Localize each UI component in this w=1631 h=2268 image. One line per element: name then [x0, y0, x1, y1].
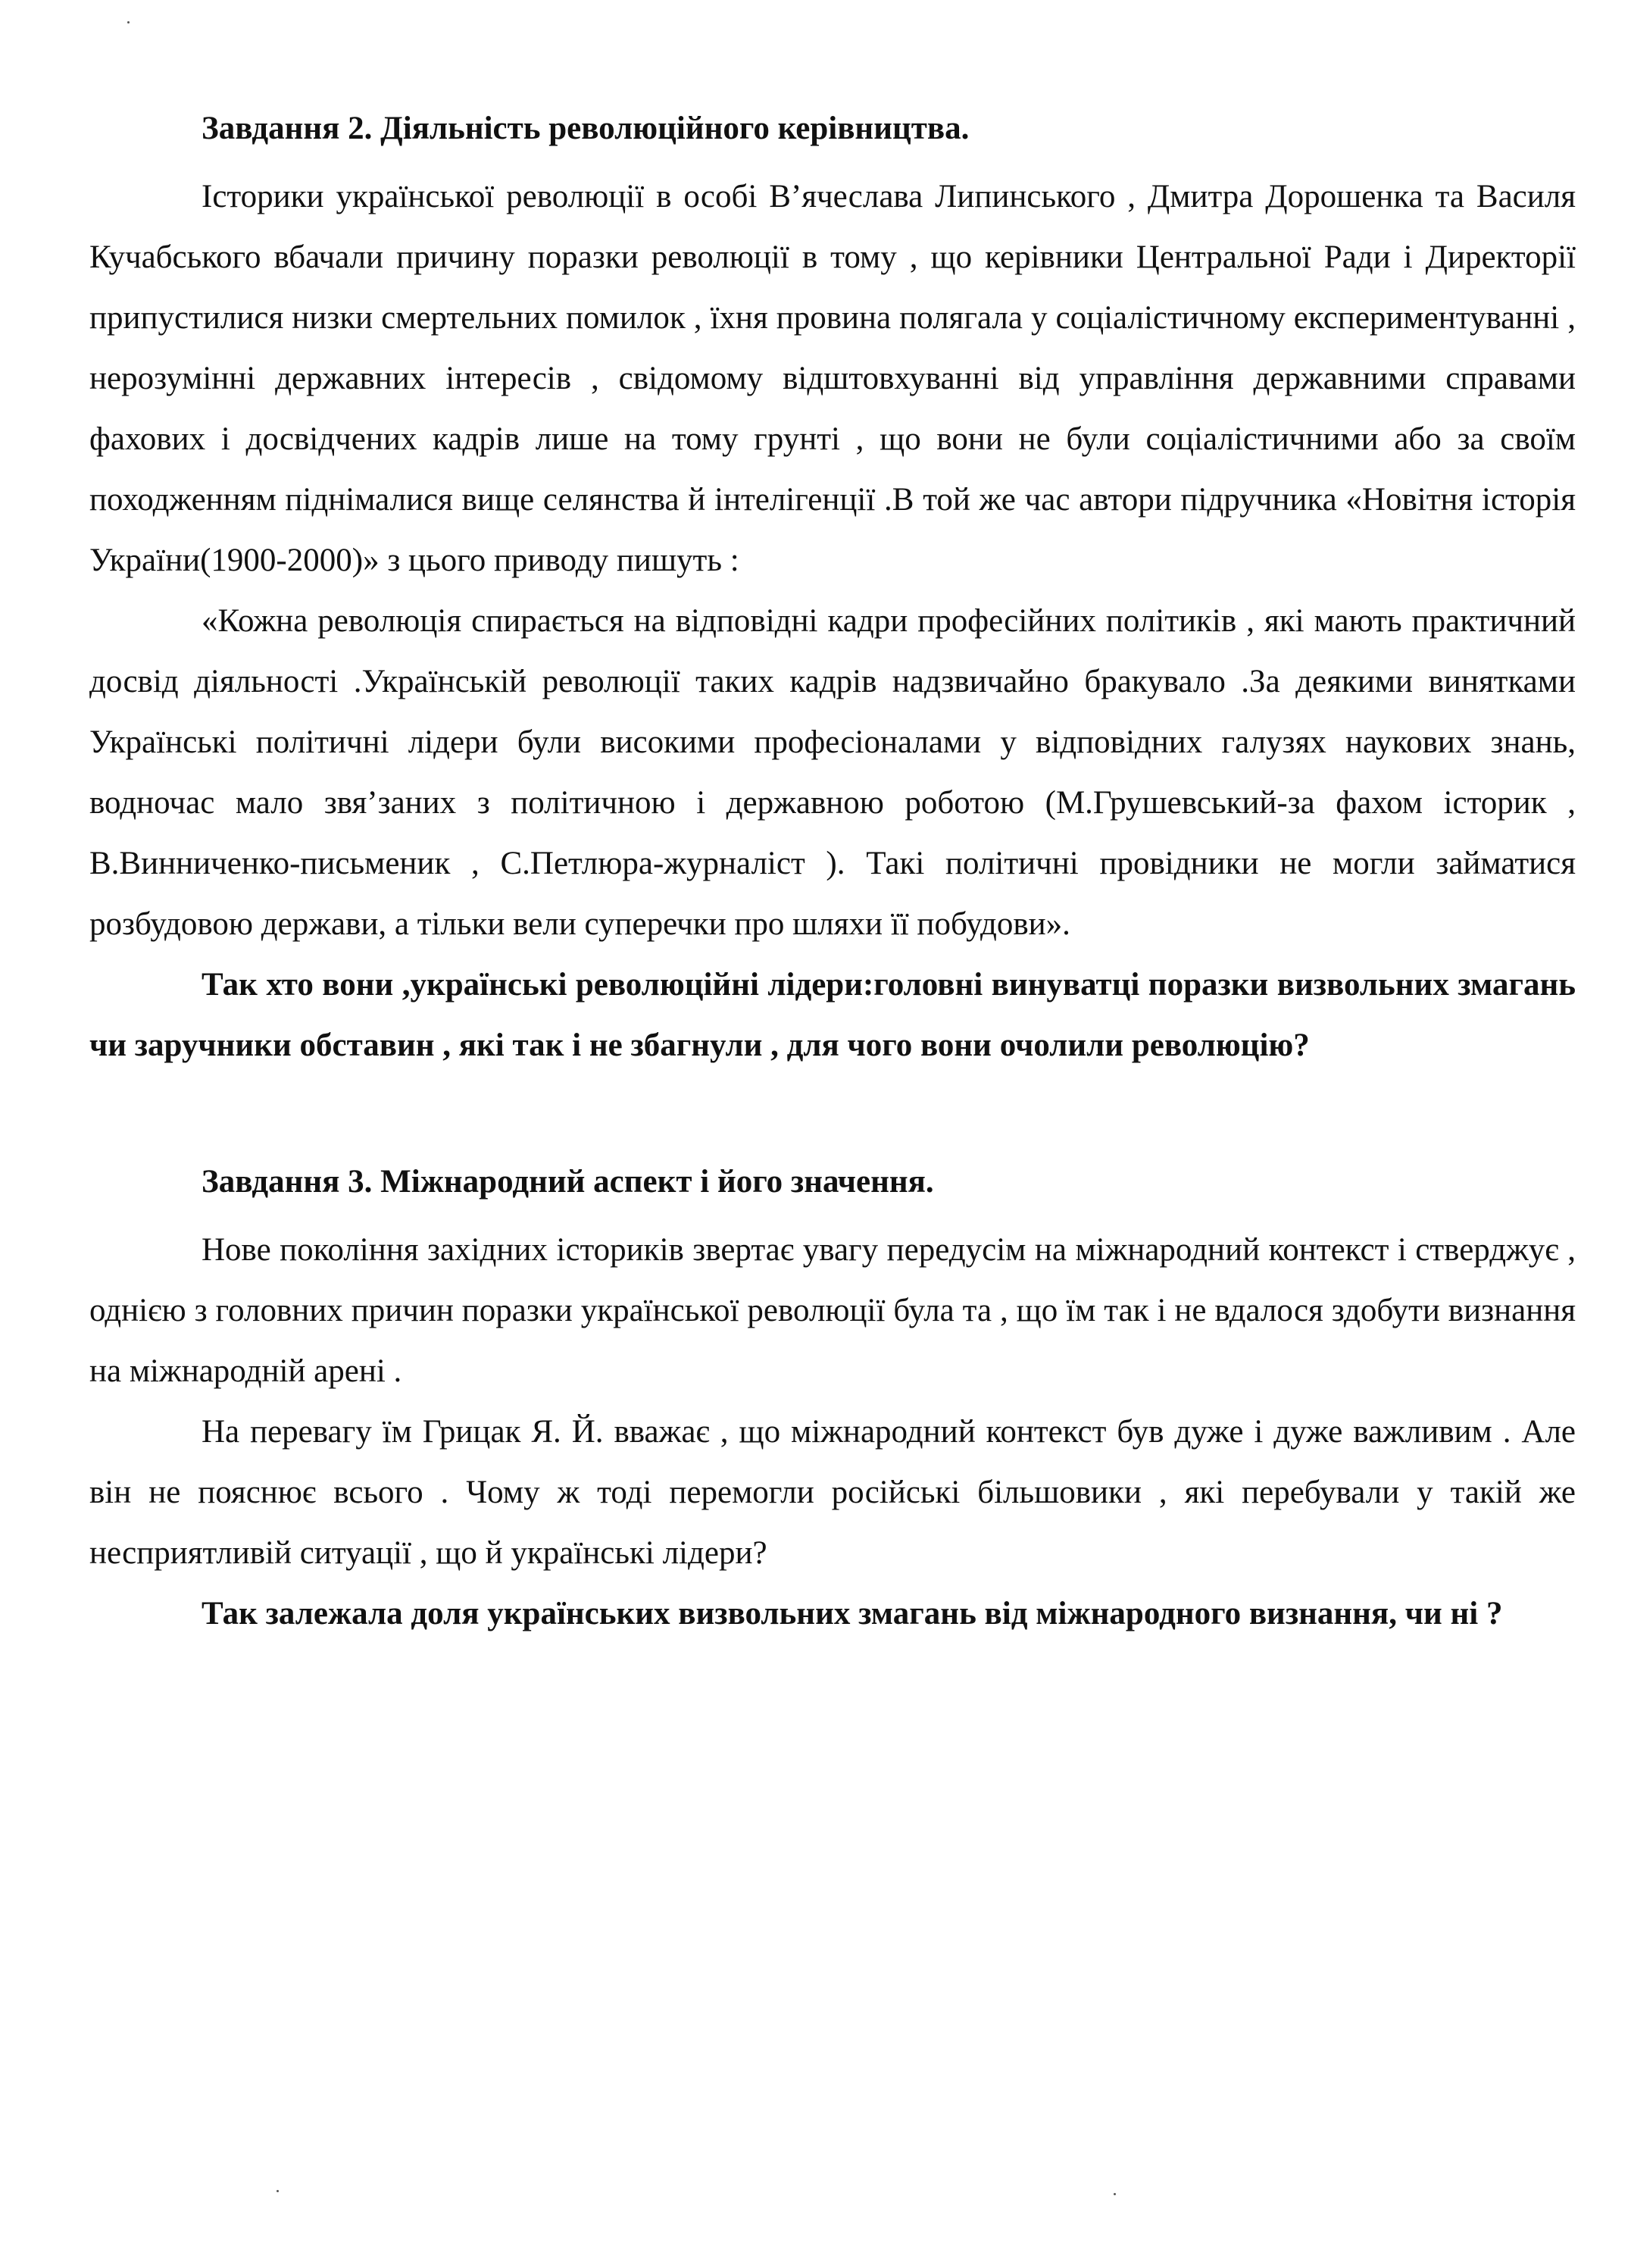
- task-2-paragraph-1: Історики української революції в особі В’ячеслава Липинського , Дмитра Дорошенка та Василя Кучабського вбачали причину поразки революції в тому , що керівники Центральної Ради і Директорії припустилися низки смертельних помилок , їхня провина полягала у соціалістичному експериментуванні , нерозумінні державних інтересів , свідомому відштовхуванні від управління державними справами фахових і досвідчених кадрів лише на тому грунті , що вони не були соціалістичними або за своїм походженням піднімалися вище селянства й інтелігенції .В той же час автори підручника «Новітня історія України(1900-2000)» з цього приводу пишуть :: [89, 179, 1576, 578]
- task-2-section: [89, 99, 1576, 1076]
- task-2-heading: Завдання 2. Діяльність революційного керівництва.: [202, 111, 970, 146]
- scan-speck: [1114, 2193, 1116, 2195]
- task-3-heading: Завдання 3. Міжнародний аспект і його значення.: [202, 1164, 934, 1200]
- task-3-paragraph-2: На перевагу їм Грицак Я. Й. вважає , що міжнародний контекст був дуже і дуже важливим . Але він не пояснює всього . Чому ж тоді перемогли російські більшовики , які перебували у такій же несприятливій ситуації , що й українські лідери?: [89, 1414, 1576, 1571]
- scan-speck: [127, 21, 130, 23]
- document-body: [89, 99, 1576, 1644]
- task-3-question: Так залежала доля українських визвольних змагань від міжнародного визнання, чи ні ?: [202, 1596, 1503, 1631]
- task-2-question: Так хто вони ,українські революційні лідери:головні винуватці поразки визвольних змагань чи заручники обставин , які так і не збагнули , для чого вони очолили революцію?: [89, 967, 1576, 1063]
- scan-speck: [277, 2190, 279, 2192]
- task-3-section: [89, 1152, 1576, 1644]
- task-3-paragraph-1: Нове покоління західних істориків звертає увагу передусім на міжнародний контекст і стверджує , однією з головних причин поразки української революції була та , що їм так і не вдалося здобути визнання на міжнародній арені .: [89, 1232, 1576, 1389]
- task-2-quote: «Кожна революція спирається на відповідні кадри професійних політиків , які мають практичний досвід діяльності .Українській революції таких кадрів надзвичайно бракувало .За деякими винятками Українські політичні лідери були високими професіоналами у відповідних галузях наукових знань, водночас мало звя’заних з політичною і державною роботою (М.Грушевський-за фахом історик , В.Винниченко-письменик , С.Петлюра-журналіст ). Такі політичні провідники не могли займатися розбудовою держави, а тільки вели суперечки про шляхи її побудови».: [89, 603, 1576, 942]
